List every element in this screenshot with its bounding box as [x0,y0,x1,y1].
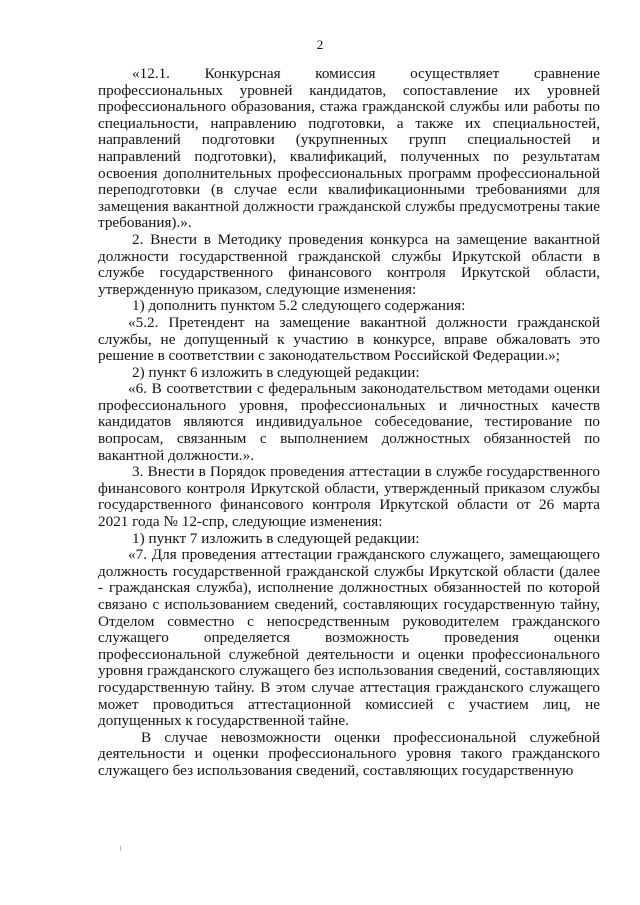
paragraph-add-5-2: 1) дополнить пунктом 5.2 следующего содержания: [132,297,466,315]
paragraph-12-1-commission: «12.1. Конкурсная комиссия осуществляет сравнение профессиональных уровней кандидатов, сопоставление их уровней профессионального образования, стажа гражданской службы или работы по специальности, направлению подготовки, а также их специальностей, направлений подготовки (укрупненных групп специальностей и направлений подготовки), квалификаций, полученных по результатам освоения дополнительных профессиональных программ профессиональной переподготовки (в случае если квалификационными требованиями для замещения вакантной должности гражданской службы предусмотрены такие требования).». [98,65,600,232]
paragraph-3-attestation: 3. Внести в Порядок проведения аттестации в службе государственного финансового контроля Иркутской области, утвержденный приказом службы государственного финансового контроля Иркутской области от 26 марта 2021 года № 12-спр, следующие изменения: [98,463,600,531]
scan-mark [120,846,121,851]
paragraph-6-methods: «6. В соответствии с федеральным законодательством методами оценки профессионального уровня, профессиональных и личностных качеств кандидатов являются индивидуальное собеседование, тестирование по вопросам, связанным с выполнением должностных обязанностей по вакантной должности.». [98,380,600,464]
document-body [98,66,600,780]
paragraph-impossibility: В случае невозможности оценки профессиональной служебной деятельности и оценки профессионального уровня такого гражданского служащего без использования сведений, составляющих государственную [98,728,600,779]
paragraph-2-methodology: 2. Внести в Методику проведения конкурса на замещение вакантной должности государственной гражданской службы Иркутской области в службе государственного финансового контроля Иркутской области, утвержденную приказом, следующие изменения: [98,230,600,298]
paragraph-7-attestation: «7. Для проведения аттестации гражданского служащего, замещающего должность государственной гражданской службы Иркутской области (далее - гражданская служба), исполнение должностных обязанностей по которой связано с использованием сведений, составляющих государственную тайну, Отделом совместно с непосредственным руководителем гражданского служащего определяется возможность проведения оценки профессиональной служебной деятельности и оценки профессионального уровня гражданского служащего без использования сведений, составляющих государственную тайну. В этом случае аттестация гражданского служащего может проводиться аттестационной комиссией с участием лиц, не допущенных к государственной тайне. [98,546,600,730]
paragraph-5-2-appeal: «5.2. Претендент на замещение вакантной должности гражданской службы, не допущенный к участию в конкурсе, вправе обжаловать это решение в соответствии с законодательством Российской Федерации.»; [98,313,600,365]
paragraph-item-6-intro: 2) пункт 6 изложить в следующей редакции: [132,363,420,381]
page-number: 2 [316,37,324,52]
paragraph-item-7-intro: 1) пункт 7 изложить в следующей редакции: [132,529,420,547]
